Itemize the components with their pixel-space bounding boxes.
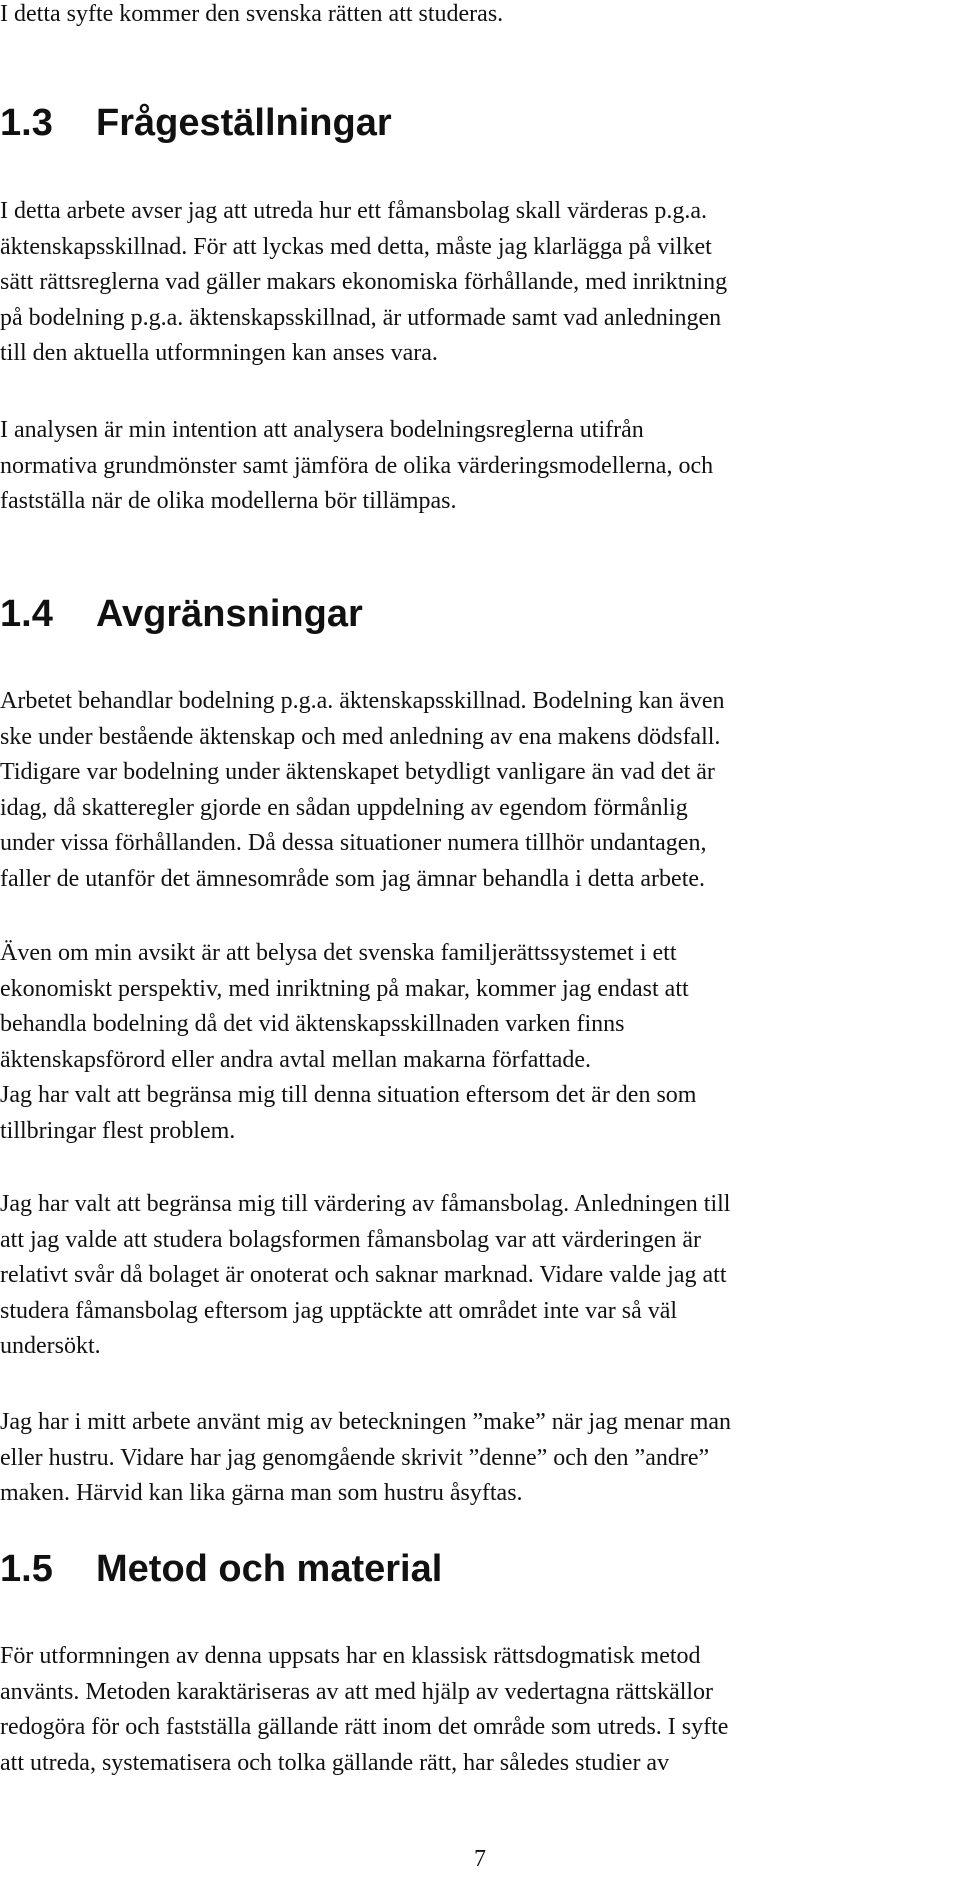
text-line: I analysen är min intention att analysera bodelningsreglerna utifrån <box>0 417 644 443</box>
text-line: Tidigare var bodelning under äktenskapet betydligt vanligare än vad det är <box>0 759 715 785</box>
text-line: Jag har valt att begränsa mig till värdering av fåmansbolag. Anledningen till <box>0 1191 731 1217</box>
text-line: ske under bestående äktenskap och med anledning av ena makens dödsfall. <box>0 723 721 750</box>
text-line: relativt svår då bolaget är onoterat och saknar marknad. Vidare valde jag att <box>0 1262 727 1288</box>
text-line: studera fåmansbolag eftersom jag upptäckte att området inte var så väl <box>0 1297 678 1324</box>
paragraph-4 <box>0 936 955 1149</box>
section-heading-1-5 <box>0 1546 442 1592</box>
text-line: Även om min avsikt är att belysa det svenska familjerättssystemet i ett <box>0 940 677 966</box>
text-line: eller hustru. Vidare har jag genomgående skrivit ”denne” och den ”andre” <box>0 1444 710 1471</box>
paragraph-6 <box>0 1405 955 1512</box>
paragraph-1 <box>0 194 955 372</box>
text-line: I detta arbete avser jag att utreda hur ett fåmansbolag skall värderas p.g.a. <box>0 198 708 224</box>
section-title: Frågeställningar <box>96 102 392 144</box>
text-line: Jag har valt att begränsa mig till denna situation eftersom det är den som <box>0 1082 697 1108</box>
section-heading-1-4 <box>0 591 363 637</box>
text-line: fastställa när de olika modellerna bör tillämpas. <box>0 488 457 514</box>
text-line: äktenskapsförord eller andra avtal mellan makarna författade. <box>0 1046 592 1073</box>
text-line: till den aktuella utformningen kan anses vara. <box>0 340 438 366</box>
section-title: Avgränsningar <box>96 593 363 635</box>
text-line: undersökt. <box>0 1333 101 1359</box>
text-line: att utreda, systematisera och tolka gällande rätt, har således studier av <box>0 1749 670 1776</box>
text-line: idag, då skatteregler gjorde en sådan uppdelning av egendom förmånlig <box>0 794 688 821</box>
text-line: Jag har i mitt arbete använt mig av beteckningen ”make” när jag menar man <box>0 1409 732 1435</box>
text-line: äktenskapsskillnad. För att lyckas med detta, måste jag klarlägga på vilket <box>0 233 712 260</box>
text-line: maken. Härvid kan lika gärna man som hustru åsyftas. <box>0 1480 523 1506</box>
text-line: För utformningen av denna uppsats har en klassisk rättsdogmatisk metod <box>0 1643 701 1669</box>
text-line: redogöra för och fastställa gällande rätt inom det område som utreds. I syfte <box>0 1714 729 1740</box>
paragraph-7 <box>0 1639 955 1781</box>
paragraph-3 <box>0 684 955 897</box>
text-line: sätt rättsreglerna vad gäller makars ekonomiska förhållande, med inriktning <box>0 269 728 295</box>
text-line: under vissa förhållanden. Då dessa situationer numera tillhör undantagen, <box>0 830 707 856</box>
section-number: 1.3 <box>0 102 53 144</box>
paragraph-5 <box>0 1187 955 1365</box>
section-heading-1-3 <box>0 100 392 146</box>
text-line: behandla bodelning då det vid äktenskapsskillnaden varken finns <box>0 1011 625 1037</box>
text-line: faller de utanför det ämnesområde som jag ämnar behandla i detta arbete. <box>0 865 706 892</box>
text-line: använts. Metoden karaktäriseras av att med hjälp av vedertagna rättskällor <box>0 1678 714 1705</box>
text-line: att jag valde att studera bolagsformen fåmansbolag var att värderingen är <box>0 1226 702 1253</box>
section-title: Metod och material <box>96 1548 443 1590</box>
text-line: ekonomiskt perspektiv, med inriktning på makar, kommer jag endast att <box>0 975 689 1002</box>
text-line: tillbringar flest problem. <box>0 1117 236 1144</box>
paragraph-2 <box>0 413 955 520</box>
intro-line: I detta syfte kommer den svenska rätten att studeras. <box>0 1 504 27</box>
section-number: 1.5 <box>0 1548 53 1590</box>
text-line: normativa grundmönster samt jämföra de olika värderingsmodellerna, och <box>0 452 714 479</box>
page-number: 7 <box>474 1846 486 1872</box>
text-line: Arbetet behandlar bodelning p.g.a. äktenskapsskillnad. Bodelning kan även <box>0 688 725 714</box>
section-number: 1.4 <box>0 593 53 635</box>
text-line: på bodelning p.g.a. äktenskapsskillnad, är utformade samt vad anledningen <box>0 304 722 331</box>
